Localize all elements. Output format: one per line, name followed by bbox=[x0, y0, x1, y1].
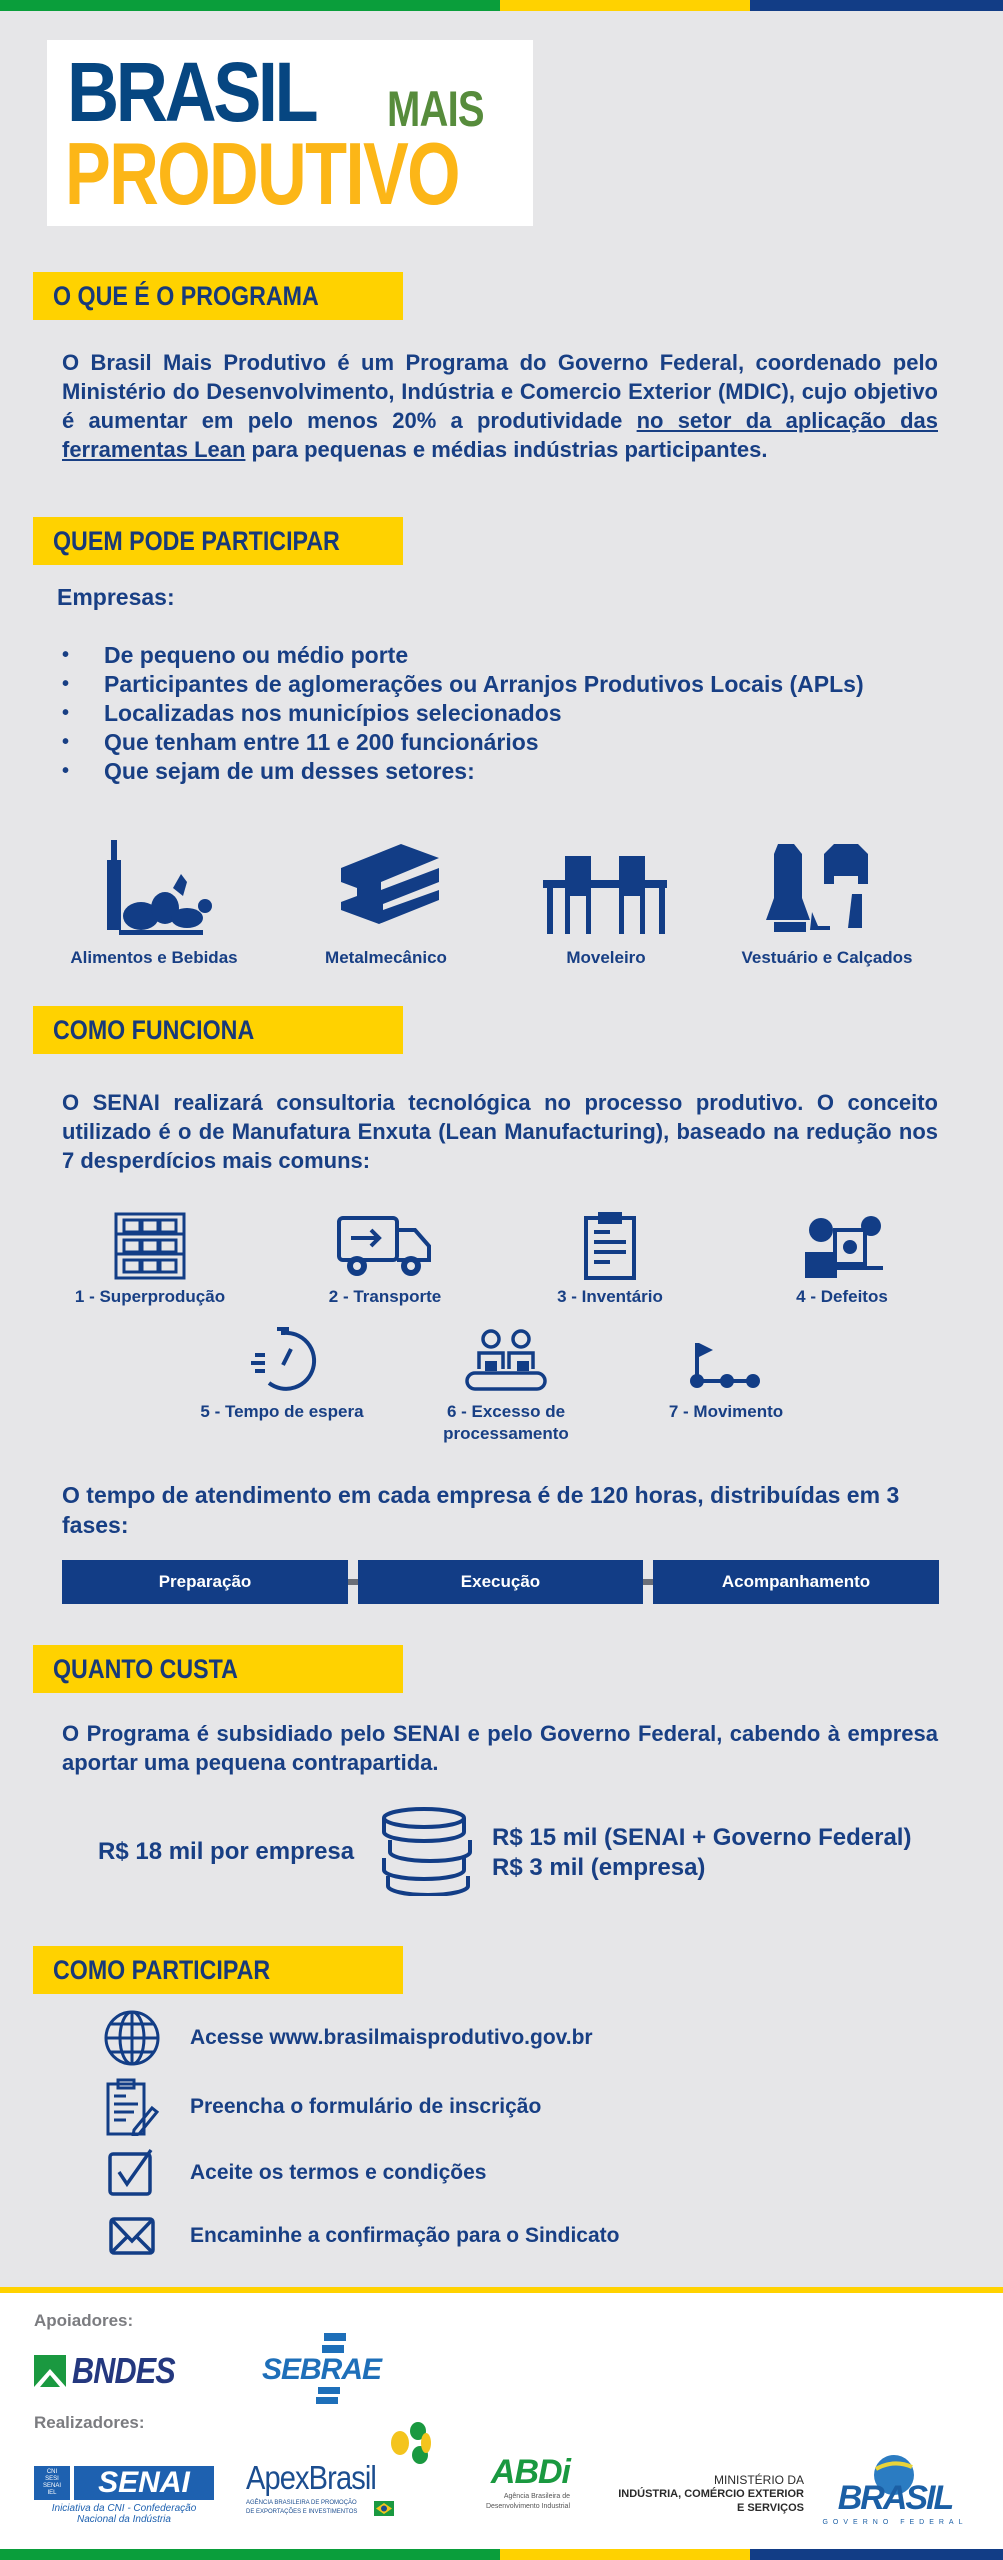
checkbox-icon bbox=[107, 2148, 157, 2198]
section-header-programa: O QUE É O PROGRAMA bbox=[33, 272, 403, 320]
list-item: • De pequeno ou médio porte bbox=[62, 642, 409, 668]
phases-timeline bbox=[62, 1560, 939, 1604]
cost-empresa: R$ 3 mil (empresa) bbox=[492, 1854, 706, 1881]
worker-gear-icon bbox=[797, 1212, 887, 1280]
sector-metalmecanico: Metalmecânico bbox=[276, 838, 496, 968]
color-bar-green bbox=[0, 0, 500, 11]
steel-beam-icon bbox=[321, 838, 451, 938]
lean-underlined-text: no setor da aplicação das ferramentas Lean bbox=[62, 408, 938, 462]
empresas-label: Empresas: bbox=[57, 584, 175, 610]
list-item: • Que sejam de um desses setores: bbox=[62, 758, 475, 784]
apexbrasil-logo: ApexBrasil AGÊNCIA BRASILEIRA DE PROMOÇÃO DE EXPORTAÇÕES E INVESTIMENTOS bbox=[246, 2421, 446, 2521]
waste-excesso-processamento: 6 - Excesso de processamento bbox=[406, 1325, 606, 1445]
cost-breakdown bbox=[492, 1823, 911, 1883]
partners-footer bbox=[0, 2287, 1003, 2549]
sebrae-logo: SEBRAE bbox=[262, 2333, 402, 2403]
cost-total: R$ 18 mil por empresa bbox=[98, 1838, 355, 1865]
apex-circle-mark-icon bbox=[386, 2421, 434, 2467]
senai-logo: CNI SESI SENAI IEL SENAI Iniciativa da CNI - Confederação Nacional da Indústria bbox=[34, 2466, 214, 2525]
bottom-color-bar bbox=[0, 2549, 1003, 2560]
section-header-quem: QUEM PODE PARTICIPAR bbox=[33, 517, 403, 565]
cost-senai-governo: R$ 15 mil (SENAI + Governo Federal) bbox=[492, 1824, 912, 1851]
waste-tempo-espera: 5 - Tempo de espera bbox=[182, 1325, 382, 1423]
list-item: • Participantes de aglomerações ou Arranjos Produtivos Locais (APLs) bbox=[62, 671, 864, 697]
sector-alimentos: Alimentos e Bebidas bbox=[44, 838, 264, 968]
sector-moveleiro: Moveleiro bbox=[496, 838, 716, 968]
truck-icon bbox=[335, 1212, 435, 1280]
apoiadores-label: Apoiadores: bbox=[34, 2311, 134, 2330]
step-acesse: Acesse www.brasilmaisprodutivo.gov.br bbox=[100, 2009, 593, 2067]
step-aceite: Aceite os termos e condições bbox=[100, 2148, 486, 2198]
realizadores-label: Realizadores: bbox=[34, 2413, 145, 2432]
bndes-mark-icon bbox=[34, 2355, 66, 2387]
phase-connector bbox=[348, 1579, 358, 1585]
waste-movimento: 7 - Movimento bbox=[626, 1325, 826, 1423]
step-preencha: Preencha o formulário de inscrição bbox=[100, 2078, 541, 2136]
logo-word-brasil: BRASIL bbox=[67, 45, 316, 139]
color-bar-yellow bbox=[500, 2549, 750, 2560]
phase-execucao: Execução bbox=[358, 1560, 643, 1604]
section-header-como-funciona: COMO FUNCIONA bbox=[33, 1006, 403, 1054]
list-item: • Localizadas nos municípios selecionados bbox=[62, 700, 562, 726]
list-item: • Que tenham entre 11 e 200 funcionários bbox=[62, 729, 539, 755]
top-color-bar bbox=[0, 0, 1003, 11]
programa-description: O Brasil Mais Produtivo é um Programa do Governo Federal, coordenado pelo Ministério do Desenvolvimento, Indústria e Comercio Exterior (MDIC), cujo objetivo é aumentar em pelo menos 20% a produtividade no setor da aplicação das ferramentas Lean para pequenas e médias indústrias participantes. bbox=[62, 350, 938, 462]
color-bar-blue bbox=[750, 2549, 1003, 2560]
step-encaminhe: Encaminhe a confirmação para o Sindicato bbox=[100, 2216, 619, 2256]
phase-connector bbox=[643, 1579, 653, 1585]
chairs-icon bbox=[541, 838, 671, 938]
waste-inventario: 3 - Inventário bbox=[510, 1212, 710, 1308]
form-pencil-icon bbox=[104, 2078, 160, 2136]
ministerio-logo: MINISTÉRIO DA INDÚSTRIA, COMÉRCIO EXTERIOR E SERVIÇOS bbox=[618, 2473, 804, 2514]
brasil-mais-produtivo-logo bbox=[47, 40, 533, 226]
brazil-flag-icon bbox=[374, 2501, 394, 2516]
color-bar-yellow bbox=[500, 0, 750, 11]
bndes-logo: BNDES bbox=[34, 2350, 193, 2392]
tempo-atendimento-text: O tempo de atendimento em cada empresa é de 120 horas, distribuídas em 3 fases: bbox=[62, 1482, 900, 1538]
color-bar-green bbox=[0, 2549, 500, 2560]
stopwatch-icon bbox=[247, 1325, 317, 1395]
flag-path-icon bbox=[681, 1325, 771, 1395]
governo-federal-logo: BRASIL GOVERNO FEDERAL bbox=[820, 2453, 970, 2533]
phase-acompanhamento: Acompanhamento bbox=[653, 1560, 939, 1604]
globe-icon bbox=[103, 2009, 161, 2067]
sector-vestuario: Vestuário e Calçados bbox=[717, 838, 937, 968]
phase-preparacao: Preparação bbox=[62, 1560, 348, 1604]
section-header-quanto-custa: QUANTO CUSTA bbox=[33, 1645, 403, 1693]
waste-transporte: 2 - Transporte bbox=[285, 1212, 485, 1308]
coins-icon bbox=[376, 1806, 480, 1896]
shelves-icon bbox=[110, 1212, 190, 1280]
envelope-icon bbox=[108, 2216, 156, 2256]
section-header-como-participar: COMO PARTICIPAR bbox=[33, 1946, 403, 1994]
eligibility-list bbox=[62, 641, 864, 786]
como-funciona-description: O SENAI realizará consultoria tecnológica no processo produtivo. O conceito utilizado é o de Manufatura Enxuta (Lean Manufacturing), baseado na redução nos 7 desperdícios mais comuns: bbox=[62, 1090, 938, 1173]
waste-defeitos: 4 - Defeitos bbox=[742, 1212, 942, 1308]
food-drink-icon bbox=[89, 838, 219, 938]
logo-word-produtivo: PRODUTIVO bbox=[65, 124, 460, 223]
waste-superproducao: 1 - Superprodução bbox=[50, 1212, 250, 1308]
clothing-shoes-icon bbox=[762, 838, 892, 938]
logo-word-mais: MAIS bbox=[387, 81, 484, 137]
quanto-custa-description: O Programa é subsidiado pelo SENAI e pelo Governo Federal, cabendo à empresa aportar uma pequena contrapartida. bbox=[62, 1721, 938, 1775]
workers-conveyor-icon bbox=[461, 1325, 551, 1395]
clipboard-icon bbox=[580, 1212, 640, 1280]
senai-mini-box: CNI SESI SENAI IEL bbox=[34, 2466, 70, 2500]
color-bar-blue bbox=[750, 0, 1003, 11]
abdi-logo: ABDi Agência Brasileira de Desenvolvimento Industrial bbox=[485, 2453, 570, 2510]
